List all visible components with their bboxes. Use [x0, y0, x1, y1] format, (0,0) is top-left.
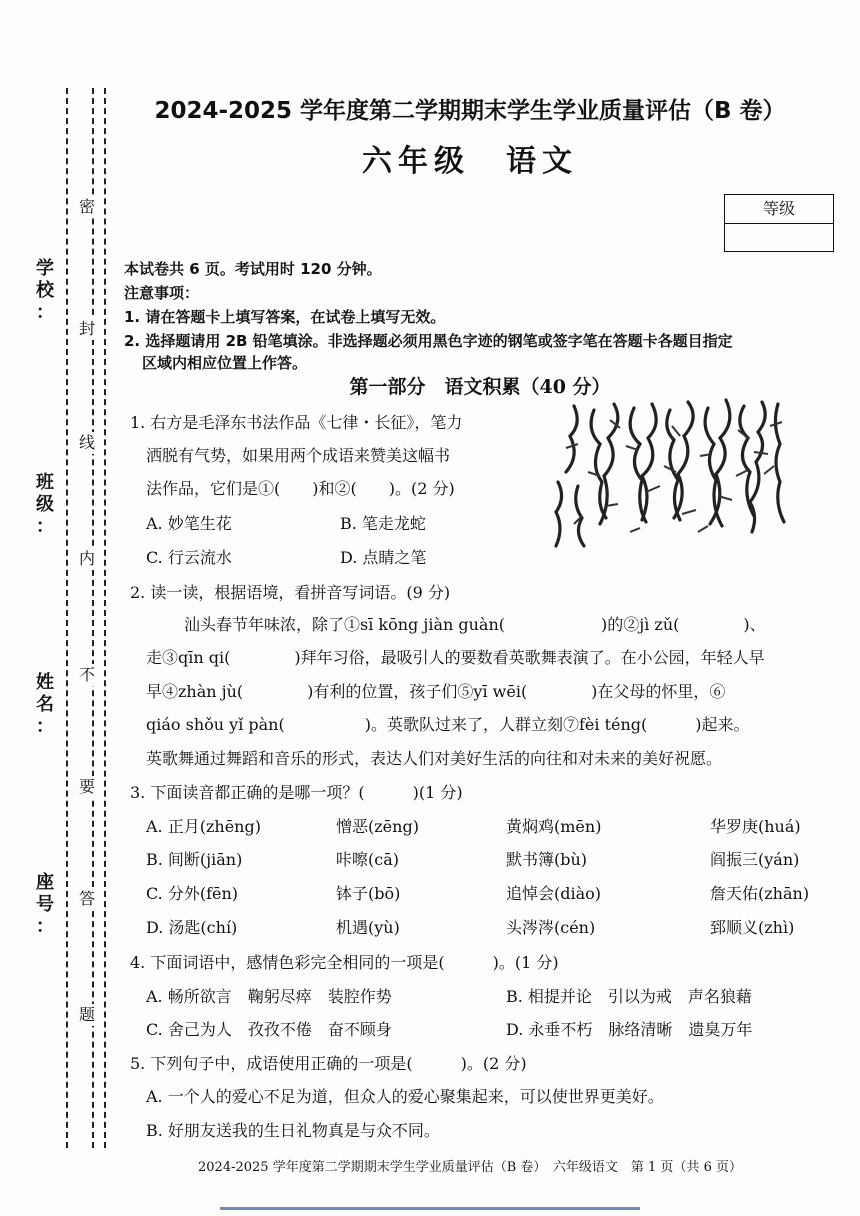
seal-char: 封: [76, 318, 98, 340]
q3-b-3: 默书簿(bù): [506, 850, 588, 869]
q4-option-a: A. 畅所欲言 鞠躬尽瘁 装腔作势: [146, 987, 392, 1006]
grade-box: [724, 194, 834, 252]
seat-label: 座号: [36, 872, 54, 915]
q3-d-4: 郅顺义(zhì): [710, 918, 795, 937]
name-label: 姓名: [36, 672, 54, 715]
notes-item-2-cont: 区域内相应位置上作答。: [142, 354, 308, 372]
q1-option-a: A. 妙笔生花: [146, 514, 232, 533]
seal-char: 不: [76, 664, 98, 686]
q3-c-3: 追悼会(diào): [506, 884, 602, 903]
notes-item-2: 2. 选择题请用 2B 铅笔填涂。非选择题必须用黑色字迹的钢笔或签字笔在答题卡各题目指定: [124, 332, 733, 350]
q3-a-3: 黄焖鸡(mēn): [506, 817, 602, 836]
q3-d-1: D. 汤匙(chí): [146, 918, 238, 937]
q3-c-4: 詹天佑(zhān): [710, 884, 810, 903]
q2-line4: qiáo shǒu yǐ pàn( )。英歌队过来了，人群立刻⑦fèi téng( )起来。: [146, 715, 750, 734]
seal-char: 线: [76, 432, 98, 454]
calligraphy-image: [548, 396, 794, 556]
q5-option-a: A. 一个人的爱心不足为道，但众人的爱心聚集起来，可以使世界更美好。: [146, 1087, 664, 1106]
class-colon: ：: [36, 516, 54, 537]
q3-d-2: 机遇(yù): [336, 918, 400, 937]
page-footer: 2024-2025 学年度第二学期期末学生学业质量评估（B 卷） 六年级语文 第 1 页（共 6 页）: [198, 1160, 742, 1175]
q3-a-1: A. 正月(zhēng): [146, 817, 261, 836]
seat-field: [30, 872, 60, 938]
q1-option-c: C. 行云流水: [146, 548, 232, 567]
q1-option-b: B. 笔走龙蛇: [340, 514, 426, 533]
exam-title: 2024-2025 学年度第二学期期末学生学业质量评估（B 卷）: [154, 98, 786, 124]
q1-option-d: D. 点睛之笔: [340, 548, 427, 567]
q2-line5: 英歌舞通过舞蹈和音乐的形式，表达人们对美好生活的向往和对未来的美好祝愿。: [146, 749, 723, 768]
name-colon: ：: [36, 716, 54, 737]
seal-char: 内: [76, 548, 98, 570]
q3-c-2: 钵子(bō): [336, 884, 401, 903]
exam-subtitle: 六年级 语文: [362, 144, 578, 179]
q4-stem: 4. 下面词语中，感情色彩完全相同的一项是( )。(1 分): [130, 953, 559, 972]
name-field: [30, 672, 60, 738]
notes-heading: 注意事项：: [124, 284, 200, 302]
q3-d-3: 头涔涔(cén): [506, 918, 596, 937]
part1-title: 第一部分 语文积累（40 分）: [349, 376, 611, 398]
seal-char: 密: [76, 196, 98, 218]
class-field: [30, 472, 60, 538]
q3-b-1: B. 间断(jiān): [146, 850, 243, 869]
binding-line-outer: [66, 88, 68, 1148]
binding-line-right: [104, 88, 106, 1148]
class-label: 班级: [36, 472, 54, 515]
q4-option-d: D. 永垂不朽 脉络清晰 遗臭万年: [506, 1020, 753, 1039]
q3-a-2: 憎恶(zēng): [336, 817, 419, 836]
seal-char: 题: [76, 1004, 98, 1026]
q4-option-c: C. 舍己为人 孜孜不倦 奋不顾身: [146, 1020, 392, 1039]
school-colon: ：: [36, 302, 54, 323]
q1-line3: 法作品，它们是①( )和②( )。(2 分): [146, 479, 455, 498]
q3-a-4: 华罗庚(huá): [710, 817, 801, 836]
scan-edge-bar: [220, 1207, 640, 1210]
q5-option-b: B. 好朋友送我的生日礼物真是与众不同。: [146, 1121, 440, 1140]
seal-char: 要: [76, 776, 98, 798]
q5-stem: 5. 下列句子中，成语使用正确的一项是( )。(2 分): [130, 1054, 527, 1073]
q2-line2: 走③qīn qi( )拜年习俗，最吸引人的要数看英歌舞表演了。在小公园，年轻人早: [146, 648, 765, 667]
q1-line1: 1. 右方是毛泽东书法作品《七律・长征》，笔力: [130, 413, 463, 432]
q2-stem: 2. 读一读，根据语境，看拼音写词语。(9 分): [130, 583, 451, 602]
seal-char: 答: [76, 888, 98, 910]
notes-item-1: 1. 请在答题卡上填写答案，在试卷上填写无效。: [124, 308, 446, 326]
q3-stem: 3. 下面读音都正确的是哪一项？( )(1 分): [130, 783, 463, 802]
grade-label: 等级: [725, 195, 833, 224]
notes-intro: 本试卷共 6 页。考试用时 120 分钟。: [124, 260, 382, 278]
q3-b-2: 咔嚓(cā): [336, 850, 399, 869]
q2-line3: 早④zhàn jù( )有利的位置，孩子们⑤yī wēi( )在父母的怀里，⑥: [146, 682, 726, 701]
q3-b-4: 阎振三(yán): [710, 850, 800, 869]
q2-line1: 汕头春节年味浓，除了①sī kōng jiàn guàn( )的②jì zǔ( )、: [184, 615, 766, 634]
seat-colon: ：: [36, 916, 54, 937]
binding-line-inner: [92, 88, 94, 1148]
q4-option-b: B. 相提并论 引以为戒 声名狼藉: [506, 987, 752, 1006]
school-field: [30, 258, 60, 324]
q1-line2: 洒脱有气势，如果用两个成语来赞美这幅书: [146, 446, 451, 465]
q3-c-1: C. 分外(fēn): [146, 884, 239, 903]
school-label: 学校: [36, 258, 54, 301]
